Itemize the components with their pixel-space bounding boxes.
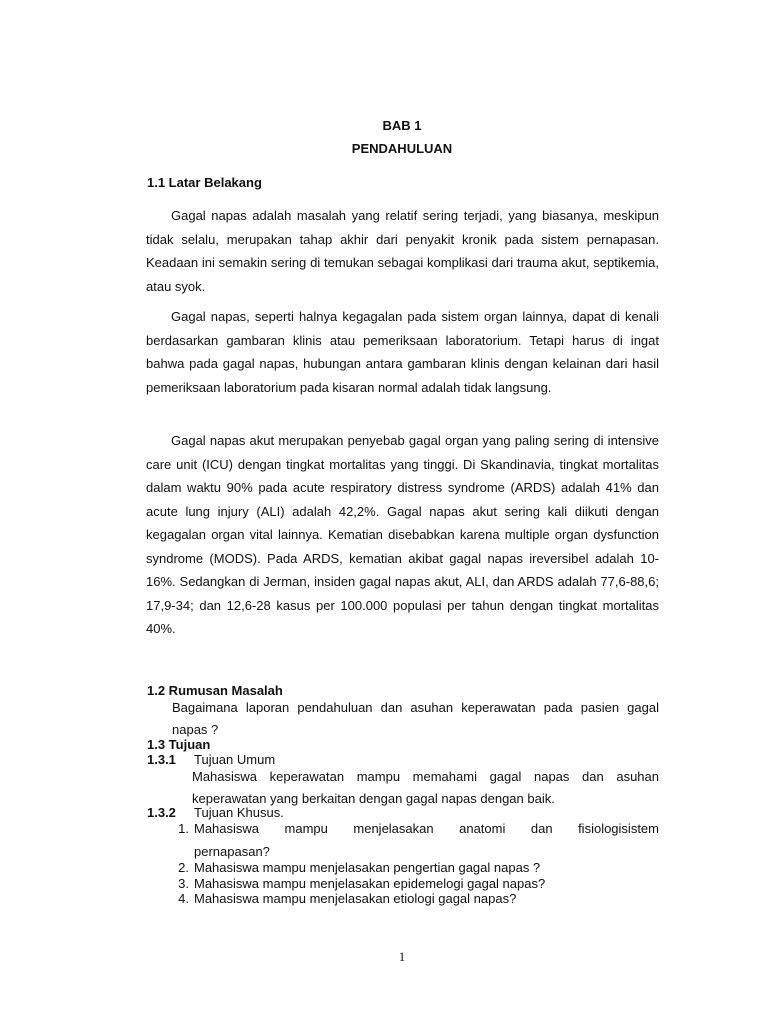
list-item-number: 1. xyxy=(178,821,189,836)
section-heading-latar-belakang: 1.1 Latar Belakang xyxy=(147,175,262,190)
chapter-number: BAB 1 xyxy=(382,118,422,133)
paragraph-3: Gagal napas akut merupakan penyebab gagal organ yang paling sering di intensive care unit (ICU) dengan tingkat mortalitas yang tinggi. Di Skandinavia, tingkat mortalitas dalam waktu 90% pada acute respiratory distress syndrome (ARDS) adalah 41% dan acute lung injury (ALI) adalah 42,2%. Gagal napas akut sering kali diikuti dengan kegagalan organ vital lainnya. Kematian disebabkan karena multiple organ dysfunction syndrome (MODS). Pada ARDS, kematian akibat gagal napas ireversibel adalah 10-16%. Sedangkan di Jerman, insiden gagal napas akut, ALI, dan ARDS adalah 77,6-88,6; 17,9-34; dan 12,6-28 kasus per 100.000 populasi per tahun dengan tingkat mortalitas 40%. xyxy=(146,433,659,636)
subsection-label-umum: Tujuan Umum xyxy=(194,752,276,767)
list-item-text: Mahasiswa mampu menjelasakan etiologi gagal napas? xyxy=(194,891,517,906)
subsection-label-khusus: Tujuan Khusus. xyxy=(194,805,284,820)
section-heading-rumusan-masalah: 1.2 Rumusan Masalah xyxy=(147,683,283,698)
page-number: 1 xyxy=(398,949,406,964)
section-heading-tujuan: 1.3 Tujuan xyxy=(147,737,211,752)
list-item-number: 4. xyxy=(178,891,189,906)
paragraph-2: Gagal napas, seperti halnya kegagalan pada sistem organ lainnya, dapat di kenali berdasarkan gambaran klinis atau pemeriksaan laboratorium. Tetapi harus di ingat bahwa pada gagal napas, hubungan antara gambaran klinis dengan kelainan dari hasil pemeriksaan laboratorium pada kisaran normal adalah tidak langsung. xyxy=(146,309,659,395)
subsection-number-khusus: 1.3.2 xyxy=(147,805,176,820)
list-item-number: 3. xyxy=(178,876,189,891)
subsection-number-umum: 1.3.1 xyxy=(147,752,176,767)
rumusan-masalah-text: Bagaimana laporan pendahuluan dan asuhan keperawatan pada pasien gagal napas ? xyxy=(172,700,659,737)
chapter-title: PENDAHULUAN xyxy=(351,141,453,156)
list-item-text: Mahasiswa mampu menjelasakan anatomi dan fisiologisistem xyxy=(194,821,659,836)
list-item-text: Mahasiswa mampu menjelasakan pengertian gagal napas ? xyxy=(194,860,541,875)
list-item-text-continued: pernapasan? xyxy=(194,844,270,859)
list-item-text: Mahasiswa mampu menjelasakan epidemelogi gagal napas? xyxy=(194,876,546,891)
list-item-number: 2. xyxy=(178,860,189,875)
paragraph-1: Gagal napas adalah masalah yang relatif sering terjadi, yang biasanya, meskipun tidak selalu, merupakan tahap akhir dari penyakit kronik pada sistem pernapasan. Keadaan ini semakin sering di temukan sebagai komplikasi dari trauma akut, septikemia, atau syok. xyxy=(146,208,659,294)
tujuan-umum-text: Mahasiswa keperawatan mampu memahami gagal napas dan asuhan keperawatan yang berkaitan dengan gagal napas dengan baik. xyxy=(192,769,659,806)
